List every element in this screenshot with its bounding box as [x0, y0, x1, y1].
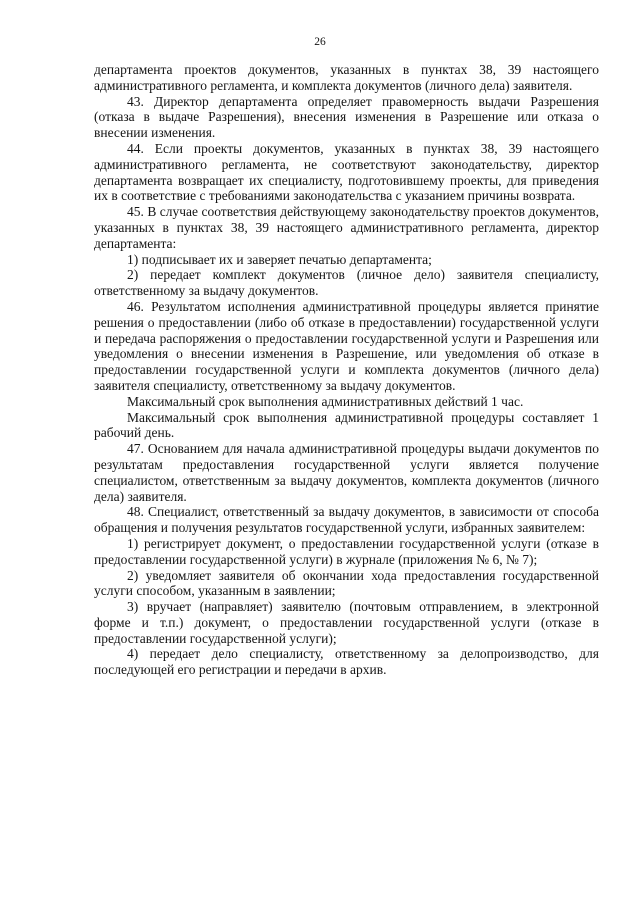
- paragraph: Максимальный срок выполнения административной процедуры составляет 1 рабочий день.: [94, 409, 599, 441]
- paragraph: 1) подписывает их и заверяет печатью департамента;: [127, 251, 432, 267]
- page-number: 26: [314, 36, 326, 48]
- paragraph: департамента проектов документов, указанных в пунктах 38, 39 настоящего административного регламента, и комплекта документов (личного дела) заявителя.: [94, 62, 599, 93]
- paragraph: 45. В случае соответствия действующему законодательству проектов документов, указанных в пунктах 38, 39 настоящего административного регламента, директор департамента:: [94, 204, 599, 251]
- paragraph: 3) вручает (направляет) заявителю (почтовым отправлением, в электронной форме и т.п.) документ, о предоставлении государственной услуги (отказе в предоставлении государственной услуги);: [94, 599, 599, 646]
- paragraph: 1) регистрирует документ, о предоставлении государственной услуги (отказе в предоставлении государственной услуги) в журнале (приложения № 6, № 7);: [94, 535, 599, 567]
- paragraph: 4) передает дело специалисту, ответственному за делопроизводство, для последующей его регистрации и передачи в архив.: [94, 646, 599, 678]
- document-body: [94, 62, 599, 678]
- paragraph: 47. Основанием для начала административной процедуры выдачи документов по результатам предоставления государственной услуги является получение специалистом, ответственным за выдачу документов, комплекта документов (личного дела) заявителя.: [94, 441, 599, 504]
- paragraph: 2) передает комплект документов (личное дело) заявителя специалисту, ответственному за выдачу документов.: [94, 267, 599, 299]
- paragraph: 2) уведомляет заявителя об окончании хода предоставления государственной услуги способом, указанным в заявлении;: [94, 567, 599, 599]
- paragraph: 48. Специалист, ответственный за выдачу документов, в зависимости от способа обращения и получения результатов государственной услуги, избранных заявителем:: [94, 504, 599, 536]
- paragraph: Максимальный срок выполнения административных действий 1 час.: [127, 393, 524, 409]
- paragraph: 43. Директор департамента определяет правомерность выдачи Разрешения (отказа в выдаче Разрешения), внесения изменения в Разрешение или отказа о внесении изменения.: [94, 93, 599, 141]
- paragraph: 46. Результатом исполнения административной процедуры является принятие решения о предоставлении (либо об отказе в предоставлении) государственной услуги и передача распоряжения о предоставлении государственной услуги и Разрешения или уведомления о внесении изменения в Разрешение, или уведомления об отказе в предоставлении государственной услуги и комплекта документов (личного дела) заявителя специалисту, ответственному за выдачу документов.: [94, 298, 599, 393]
- paragraph: 44. Если проекты документов, указанных в пунктах 38, 39 настоящего административного регламента, не соответствуют законодательству, директор департамента возвращает их специалисту, подготовившему проекты, для приведения их в соответствие с требованиями законодательства с указанием причины возврата.: [94, 140, 599, 204]
